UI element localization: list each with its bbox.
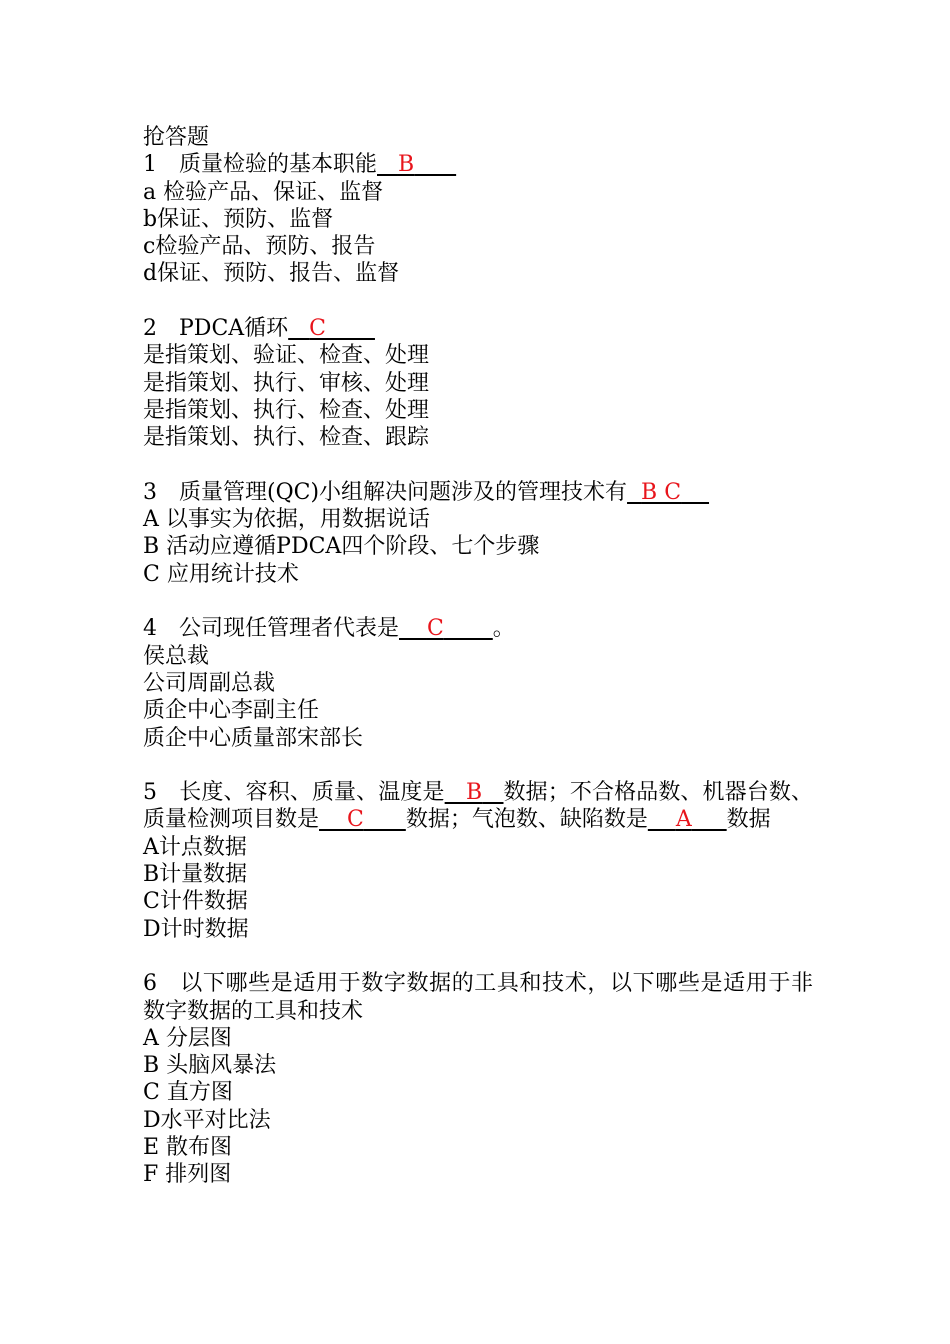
question-2-option-2: 是指策划、执行、审核、处理 <box>143 370 430 396</box>
question-1-stem: 1 质量检验的基本职能 B <box>143 151 813 178</box>
question-6-option-d: D水平对比法 <box>143 1107 271 1133</box>
answer-letter: B <box>465 780 483 806</box>
question-6-option-b: B 头脑风暴法 <box>143 1053 277 1079</box>
question-1-option-c: c检验产品、预防、报告 <box>143 234 376 260</box>
question-3-option-c: C 应用统计技术 <box>143 561 299 587</box>
question-3-option-b: B 活动应遵循PDCA四个阶段、七个步骤 <box>143 534 540 560</box>
answer-blank <box>377 152 456 177</box>
answer-letter: C <box>347 807 364 833</box>
question-6-option-a: A 分层图 <box>143 1025 232 1051</box>
answer-letter: B C <box>641 479 682 505</box>
spacer <box>143 588 813 615</box>
answer-blank <box>319 807 406 832</box>
question-2-option-1: 是指策划、验证、检查、处理 <box>143 343 430 369</box>
question-4-option-1: 侯总裁 <box>143 643 210 669</box>
question-6-option-c: C 直方图 <box>143 1080 233 1106</box>
question-6-option-f: F 排列图 <box>143 1162 232 1188</box>
spacer <box>143 452 813 479</box>
answer-letter: A <box>675 807 692 833</box>
question-4-option-3: 质企中心李副主任 <box>143 698 320 724</box>
spacer <box>143 943 813 970</box>
question-5-option-a: A计点数据 <box>143 834 247 860</box>
answer-blank <box>288 316 375 341</box>
question-1-option-a: a 检验产品、保证、监督 <box>143 179 384 205</box>
answer-blank <box>399 616 493 641</box>
question-6-option-e: E 散布图 <box>143 1134 233 1160</box>
question-1-option-b: b保证、预防、监督 <box>143 206 334 232</box>
answer-letter: C <box>426 616 444 642</box>
document-title: 抢答题 <box>143 125 210 150</box>
answer-blank <box>648 807 727 832</box>
spacer <box>143 288 813 315</box>
answer-blank <box>445 780 504 805</box>
question-2-option-3: 是指策划、执行、检查、处理 <box>143 397 430 423</box>
question-5-option-b: B计量数据 <box>143 862 248 888</box>
question-2-option-4: 是指策划、执行、检查、跟踪 <box>143 425 430 451</box>
spacer <box>143 752 813 779</box>
document-page <box>143 124 813 1189</box>
question-3-option-a: A 以事实为依据，用数据说话 <box>143 507 430 533</box>
question-4-option-2: 公司周副总裁 <box>143 670 276 696</box>
answer-letter: B <box>397 152 415 178</box>
question-5-option-c: C计件数据 <box>143 889 248 915</box>
question-4-option-4: 质企中心质量部宋部长 <box>143 725 364 751</box>
question-2-stem: 2 PDCA循环 C <box>143 315 813 342</box>
question-1-option-d: d保证、预防、报告、监督 <box>143 261 400 287</box>
question-5-option-d: D计时数据 <box>143 916 249 942</box>
question-6-stem: 6 以下哪些是适用于数字数据的工具和技术，以下哪些是适用于非数字数据的工具和技术 <box>143 971 813 1024</box>
question-4-stem: 4 公司现任管理者代表是 C 。 <box>143 616 515 642</box>
answer-letter: C <box>309 316 326 342</box>
question-3-stem: 3 质量管理(QC)小组解决问题涉及的管理技术有 B C <box>143 479 813 506</box>
question-5-stem: 5 长度、容积、质量、温度是 B 数据；不合格品数、机器台数、质量检测项目数是 C 数据；气泡数、缺陷数是 A 数据 <box>143 780 814 833</box>
answer-blank <box>627 480 709 505</box>
